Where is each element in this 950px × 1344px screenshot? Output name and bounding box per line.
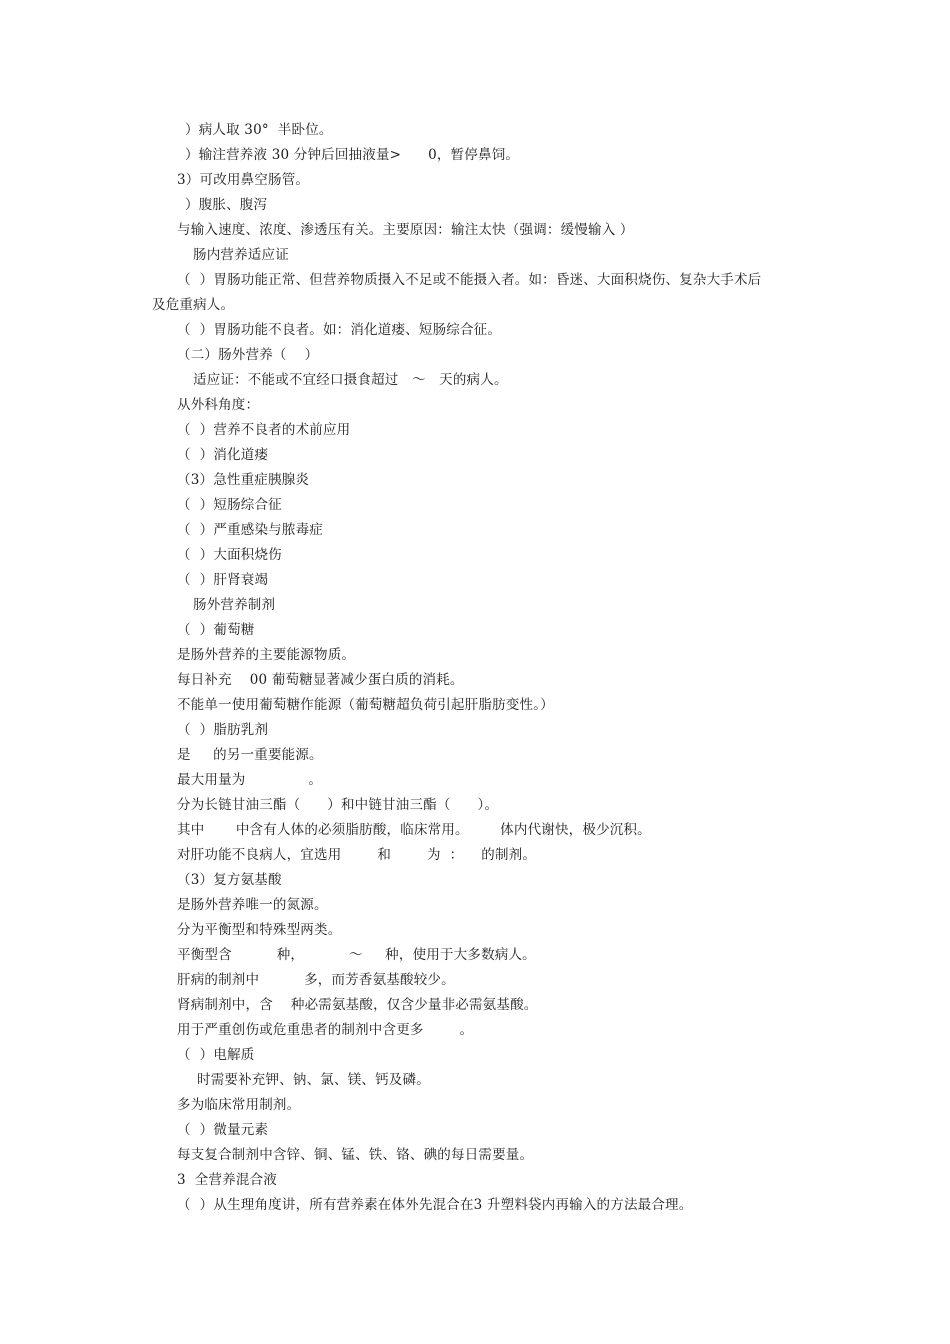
list-item: （ ）大面积烧伤	[177, 547, 282, 563]
text-line: 用于严重创伤或危重患者的制剂中含更多 。	[177, 1022, 474, 1038]
list-item: （ ）严重感染与脓毒症	[177, 522, 323, 538]
text-line: 时需要补充钾、钠、氯、镁、钙及磷。	[197, 1072, 430, 1088]
text-line: 每日补充 00 葡萄糖显著减少蛋白质的消耗。	[177, 672, 464, 688]
text-line: 分为平衡型和特殊型两类。	[177, 922, 342, 938]
text-line: 多为临床常用制剂。	[177, 1097, 301, 1113]
text-line: 肝病的制剂中 多，而芳香氨基酸较少。	[177, 972, 455, 988]
text-line: 分为长链甘油三酯（ ）和中链甘油三酯（ ）。	[177, 797, 499, 813]
list-item: （3）急性重症胰腺炎	[177, 472, 310, 488]
list-item: （ ）葡萄糖	[177, 622, 255, 638]
list-item: （ ）从生理角度讲，所有营养素在体外先混合在3 升塑料袋内再输入的方法最合理。	[177, 1197, 693, 1213]
text-line: 及危重病人。	[152, 297, 235, 313]
text-line: （ ）胃肠功能正常、但营养物质摄入不足或不能摄入者。如：昏迷、大面积烧伤、复杂大手术后	[177, 272, 762, 288]
text-line: 不能单一使用葡萄糖作能源（葡萄糖超负荷引起肝脂肪变性。）	[177, 697, 554, 713]
list-item: （ ）短肠综合征	[177, 497, 282, 513]
text-line: 适应证：不能或不宜经口摄食超过 ～ 天的病人。	[193, 372, 508, 388]
text-line: 其中 中含有人体的必须脂肪酸，临床常用。 体内代谢快，极少沉积。	[177, 822, 651, 838]
text-line: ）输注营养液 30 分钟后回抽液量> 0，暂停鼻饲。	[185, 147, 520, 163]
list-item: （ ）营养不良者的术前应用	[177, 422, 351, 438]
list-item: （ ）微量元素	[177, 1122, 269, 1138]
list-item: （ ）脂肪乳剂	[177, 722, 269, 738]
text-line: 从外科角度：	[177, 397, 260, 413]
section-heading: 肠外营养制剂	[193, 597, 276, 613]
text-line: 3）可改用鼻空肠管。	[177, 172, 310, 188]
text-line: 对肝功能不良病人，宜选用 和 为 ： 的制剂。	[177, 847, 537, 863]
text-line: ）病人取 30° 半卧位。	[185, 122, 333, 138]
text-line: 平衡型含 种， ～ 种，使用于大多数病人。	[177, 947, 536, 963]
text-line: 肾病制剂中，含 种必需氨基酸，仅含少量非必需氨基酸。	[177, 997, 538, 1013]
section-heading: 肠内营养适应证	[193, 247, 289, 263]
list-item: （3）复方氨基酸	[177, 872, 282, 888]
section-heading: 3 全营养混合液	[177, 1172, 277, 1188]
text-line: 与输入速度、浓度、渗透压有关。主要原因：输注太快（强调：缓慢输入 ）	[177, 222, 634, 238]
text-line: 最大用量为 。	[177, 772, 323, 788]
list-item: （ ）肝肾衰竭	[177, 572, 269, 588]
text-line: 是肠外营养唯一的氮源。	[177, 897, 328, 913]
section-heading: （二）肠外营养（ ）	[177, 347, 319, 363]
list-item: （ ）电解质	[177, 1047, 255, 1063]
text-line: （ ）胃肠功能不良者。如：消化道瘘、短肠综合征。	[177, 322, 502, 338]
text-line: 是 的另一重要能源。	[177, 747, 323, 763]
text-line: 每支复合制剂中含锌、铜、锰、铁、铬、碘的每日需要量。	[177, 1147, 534, 1163]
text-line: ）腹胀、腹泻	[185, 197, 268, 213]
list-item: （ ）消化道瘘	[177, 447, 269, 463]
text-line: 是肠外营养的主要能源物质。	[177, 647, 356, 663]
